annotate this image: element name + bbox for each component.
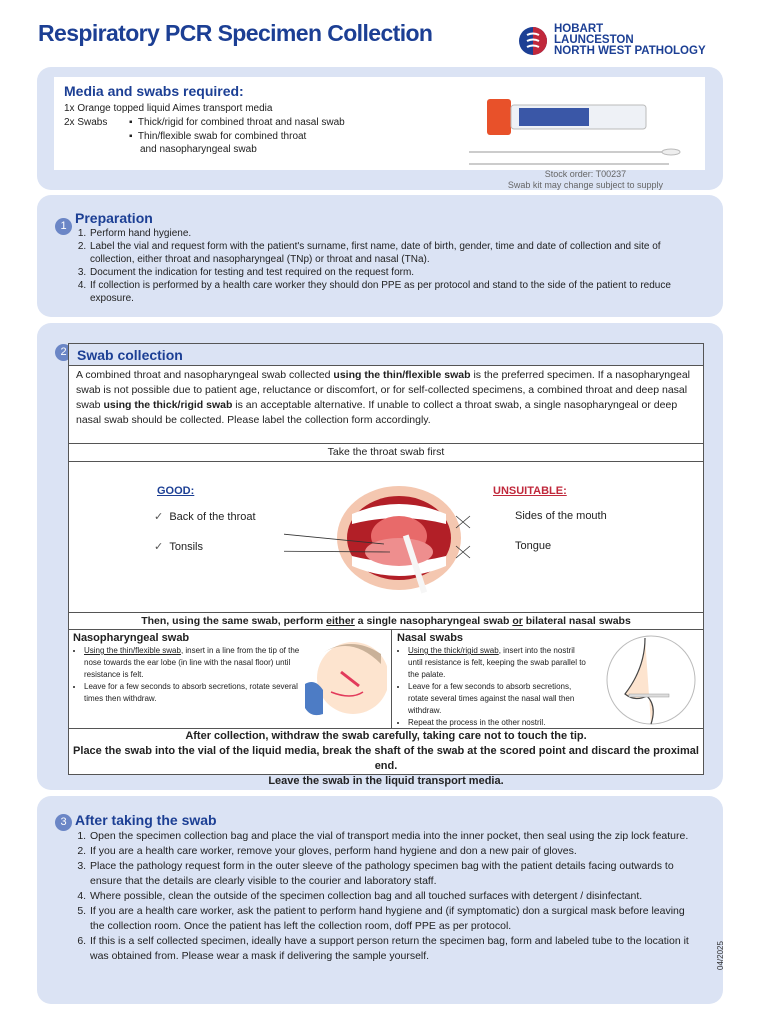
good-item-back-of-throat: ✓ Back of the throat [154, 511, 256, 523]
swab-collection-panel [37, 323, 723, 790]
mouth-illustration [284, 474, 514, 602]
list-item: 5. If you are a health care worker, ask the patient to perform hand hygiene and (if symptomatic) don a surgical mask before leaving the collection room. Once the patient has left the collection room, doff PPE as per protocol. [89, 904, 701, 934]
page-title: Respiratory PCR Specimen Collection [38, 20, 433, 46]
logo-text: HOBART LAUNCESTON NORTH WEST PATHOLOGY [554, 23, 706, 57]
revision-date: 04/2025 [716, 941, 725, 970]
media-heading: Media and swabs required: [64, 83, 244, 99]
swab-header-bar [69, 344, 703, 366]
list-item: 1. Perform hand hygiene. [89, 227, 703, 240]
then-bar: Then, using the same swab, perform either a single nasopharyngeal swab or bilateral nasal swabs [69, 612, 703, 630]
swab-item-2: ▪ Thin/flexible swab for combined throat [129, 131, 307, 142]
logo [518, 24, 706, 57]
after-taking-swab-panel [37, 796, 723, 1004]
swab-item-1: ▪ Thick/rigid for combined throat and nasal swab [129, 117, 345, 128]
transport-tube-illustration [459, 95, 689, 170]
nasopharyngeal-illustration [301, 634, 387, 724]
step-number-1: 1 [55, 218, 72, 235]
swab-collection-heading: Swab collection [77, 347, 183, 363]
media-line-2-prefix: 2x Swabs [64, 117, 108, 128]
good-item-tonsils: ✓ Tonsils [154, 541, 203, 553]
bad-item-tongue: Tongue [515, 540, 552, 552]
after-collection-instructions: After collection, withdraw the swab carefully, taking care not to touch the tip. Place the swab into the vial of the liquid media, break the shaft of the swab at the scored point and discard the proximal end. Leave the swab in the liquid transport media. [73, 730, 699, 787]
list-item: • Using the thick/rigid swab, insert into the nostril until resistance is felt, keeping the swab parallel to the palate. [408, 645, 587, 681]
step-number-3: 3 [55, 814, 72, 831]
check-icon: ✓ [154, 541, 164, 553]
media-panel [37, 67, 723, 190]
list-item: 4. Where possible, clean the outside of the specimen collection bag and all touched surfaces with detergent / disinfectant. [89, 889, 701, 904]
nasal-column: Nasal swabs • Using the thick/rigid swab, insert into the nostril until resistance is felt, keeping the swab parallel to the palate. • Leave for a few seconds to absorb secretions, rotate several times against the nasal wall then withdraw. • Repeat the process in the other nostril. [397, 632, 587, 729]
check-icon: ✓ [154, 511, 164, 523]
list-item: • Repeat the process in the other nostril. [408, 717, 587, 729]
bad-item-sides-of-mouth: Sides of the mouth [515, 510, 607, 522]
swab-collection-frame [68, 343, 704, 787]
list-item: 3. Document the indication for testing and test required on the request form. [89, 266, 703, 279]
list-item: • Leave for a few seconds to absorb secretions, rotate several times against the nasal wall then withdraw. [408, 681, 587, 717]
after-taking-swab-heading: After taking the swab [75, 812, 217, 828]
swab-item-2-cont: and nasopharyngeal swab [140, 144, 257, 155]
list-item: 2. If you are a health care worker, remove your gloves, perform hand hygiene and don a new pair of gloves. [89, 844, 701, 859]
swab-intro: A combined throat and nasopharyngeal swab collected using the thin/flexible swab is the preferred specimen. If a nasopharyngeal swab is not possible due to patient age, reluctance or discomfort, or for self-collected specimens, a combined throat and deep nasal swab using the thick/rigid swab is an acceptable alternative. If unable to collect a throat swab, a single nasopharyngeal or deep nasal swab should be collected. Please label the collection form accordingly. [76, 369, 690, 426]
after-steps [73, 829, 701, 964]
stock-info: Stock order: T00237 Swab kit may change subject to supply [507, 169, 663, 190]
list-item: • Using the thin/flexible swab, insert in a line from the tip of the nose towards the ear lobe (in line with the nasal floor) until resistance is felt. [84, 645, 301, 681]
preparation-steps [73, 227, 703, 305]
throat-first-bar: Take the throat swab first [69, 443, 703, 462]
column-divider [391, 630, 392, 728]
logo-mark-icon [518, 26, 548, 56]
nasopharyngeal-column: Nasopharyngeal swab • Using the thin/flexible swab, insert in a line from the tip of the nose towards the ear lobe (in line with the nasal floor) until resistance is felt. • Leave for a few seconds to absorb secretions, rotate several times then withdraw. [73, 632, 301, 705]
list-item: 2. Label the vial and request form with the patient's surname, first name, date of birth, gender, time and date of collection and site of collection, either throat and nasopharyngeal (TNp) or throat and nasal (TNa). [89, 240, 703, 266]
list-item: • Leave for a few seconds to absorb secretions, rotate several times then withdraw. [84, 681, 301, 705]
nasal-swab-illustration [605, 634, 697, 726]
list-item: 6. If this is a self collected specimen, ideally have a support person return the specimen bag, form and labeled tube to the location it was obtained from. Please wear a mask if delivering the sample yourself. [89, 934, 701, 964]
good-label: GOOD: [157, 485, 195, 497]
media-box [54, 77, 705, 170]
step-number-2: 2 [55, 344, 72, 361]
preparation-panel [37, 195, 723, 317]
preparation-heading: Preparation [75, 210, 153, 226]
list-item: 3. Place the pathology request form in the outer sleeve of the pathology specimen bag with the patient details facing outwards to ensure that the details are clearly visible to the courier and laboratory staff. [89, 859, 701, 889]
list-item: 1. Open the specimen collection bag and place the vial of transport media into the inner pocket, then seal using the zip lock feature. [89, 829, 701, 844]
list-item: 4. If collection is performed by a health care worker they should don PPE as per protocol and stand to the side of the patient to reduce exposure. [89, 279, 703, 305]
unsuitable-label: UNSUITABLE: [493, 485, 567, 497]
media-line-1: 1x Orange topped liquid Aimes transport media [64, 103, 273, 114]
